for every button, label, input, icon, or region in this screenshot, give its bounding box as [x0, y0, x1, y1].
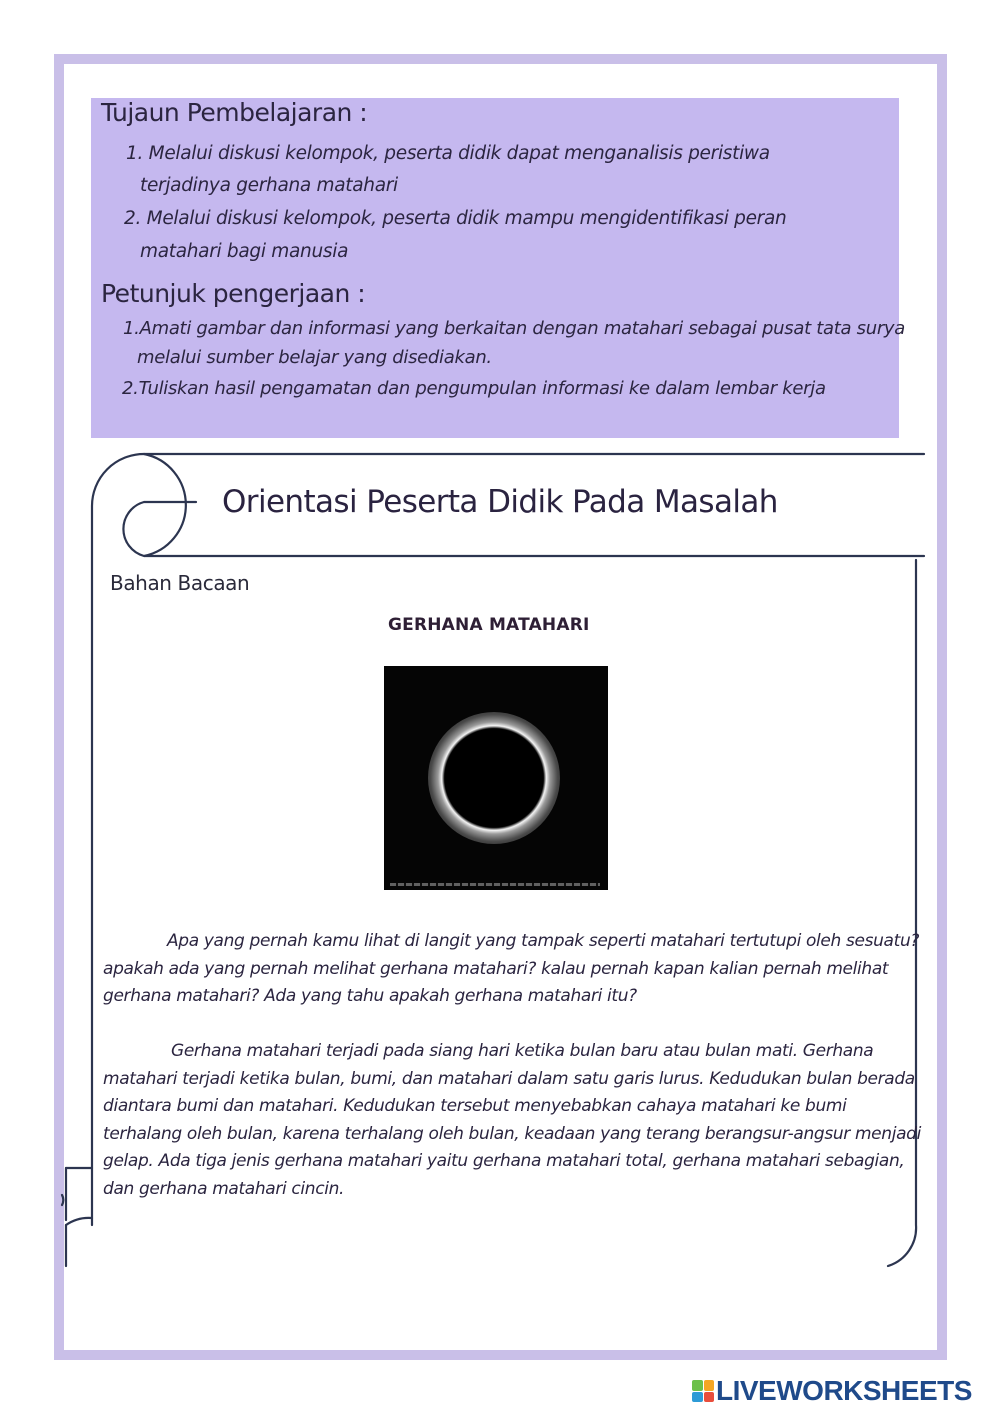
paragraph-line: Apa yang pernah kamu lihat di langit yang tampak seperti matahari tertutupi oleh sesuatu?	[167, 931, 920, 951]
objectives-heading: Tujaun Pembelajaran :	[101, 98, 368, 127]
paragraph-line: diantara bumi dan matahari. Kedudukan tersebut menyebabkan cahaya matahari ke bumi	[103, 1096, 847, 1116]
objective-number: 1.	[126, 143, 144, 164]
paragraph-line: terhalang oleh bulan, karena terhalang oleh bulan, keadaan yang terang berangsur-angsur menjadi	[103, 1123, 921, 1144]
instruction-text: Amati gambar dan informasi yang berkaitan dengan matahari sebagai pusat tata surya	[139, 318, 906, 339]
paragraph-line: apakah ada yang pernah melihat gerhana matahari? kalau pernah kapan kalian pernah melihat	[103, 958, 889, 979]
instruction-text: Tuliskan hasil pengamatan dan pengumpulan informasi ke dalam lembar kerja	[138, 378, 826, 399]
instruction-number: 1.	[123, 318, 140, 339]
article-paragraph-2	[103, 1038, 921, 1203]
objective-item-1-cont: terjadinya gerhana matahari	[140, 175, 398, 196]
instruction-number: 2.	[122, 378, 139, 399]
article-title: GERHANA MATAHARI	[388, 615, 590, 635]
paragraph-line: Gerhana matahari terjadi pada siang hari ketika bulan baru atau bulan mati. Gerhana	[171, 1041, 874, 1061]
eclipse-corona	[428, 712, 560, 844]
objective-text: Melalui diskusi kelompok, peserta didik mampu mengidentifikasi peran	[146, 208, 787, 229]
brand-name: LIVEWORKSHEETS	[716, 1375, 972, 1406]
image-caption-strip	[390, 883, 600, 886]
instructions-heading: Petunjuk pengerjaan :	[101, 279, 366, 308]
paragraph-line: gelap. Ada tiga jenis gerhana matahari yaitu gerhana matahari total, gerhana matahari sebagian,	[103, 1151, 905, 1171]
liveworksheets-logo[interactable]	[692, 1376, 972, 1406]
section-title: Orientasi Peserta Didik Pada Masalah	[222, 484, 778, 520]
article-paragraph-1	[103, 928, 919, 1011]
objective-item-2-cont: matahari bagi manusia	[140, 241, 349, 262]
paragraph-line: dan gerhana matahari cincin.	[103, 1178, 345, 1199]
objective-number: 2.	[124, 208, 142, 229]
solar-eclipse-image	[384, 666, 608, 890]
paragraph-line: gerhana matahari? Ada yang tahu apakah gerhana matahari itu?	[103, 986, 637, 1006]
objective-text: Melalui diskusi kelompok, peserta didik dapat menganalisis peristiwa	[148, 143, 770, 164]
instruction-item-1-cont: melalui sumber belajar yang disediakan.	[137, 347, 492, 368]
paragraph-line: matahari terjadi ketika bulan, bumi, dan matahari dalam satu garis lurus. Kedudukan bulan berada	[103, 1068, 915, 1089]
liveworksheets-logo-icon	[692, 1380, 714, 1402]
reading-label: Bahan Bacaan	[110, 571, 250, 595]
